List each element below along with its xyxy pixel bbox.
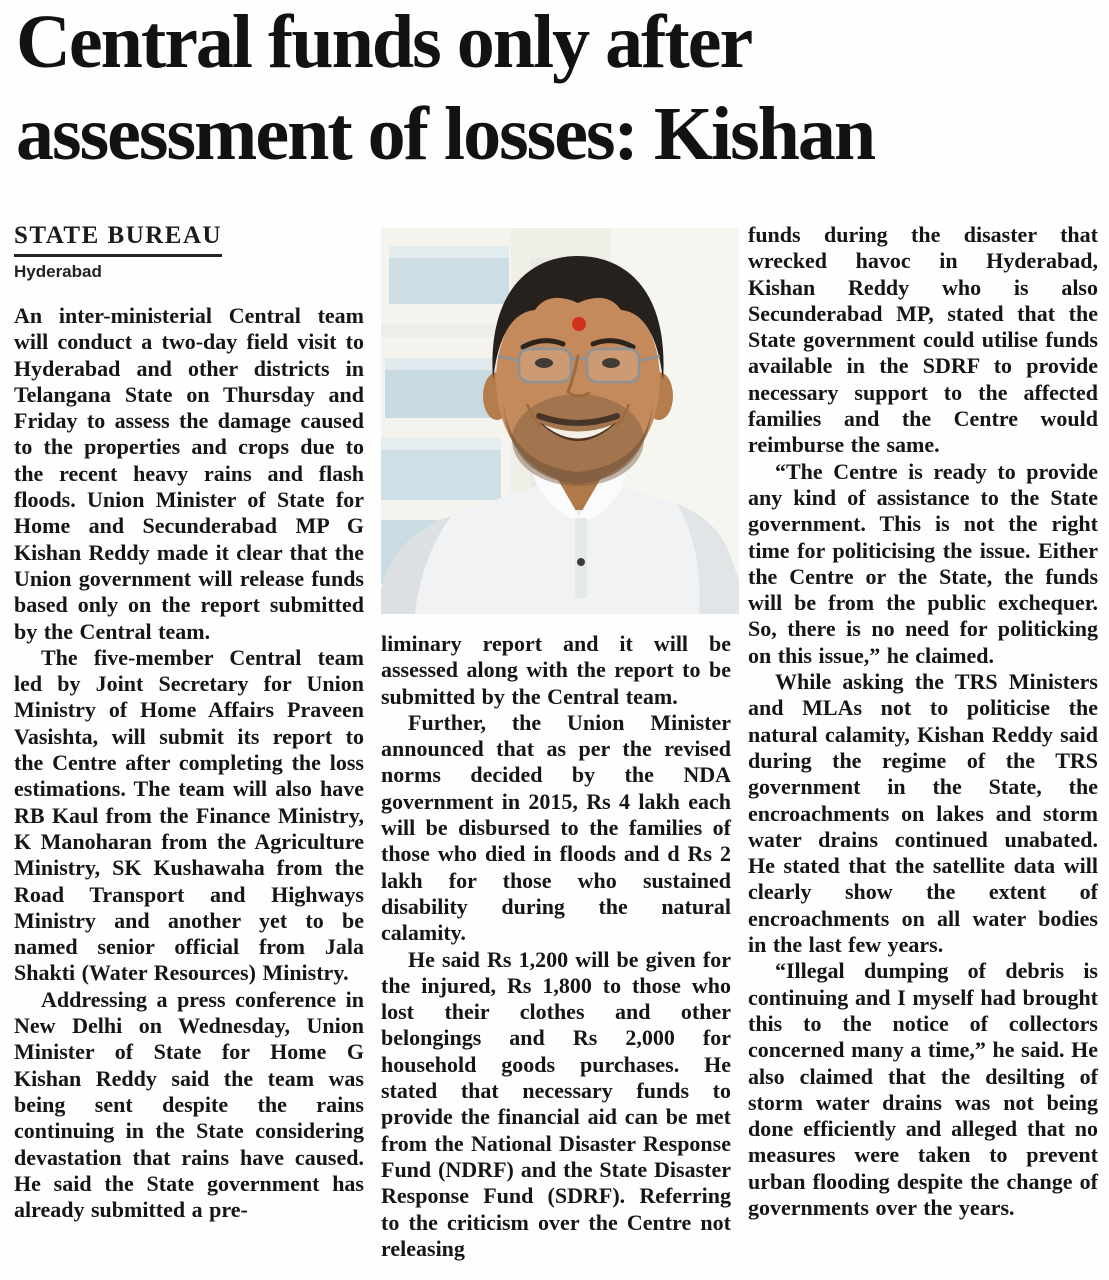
kurta-button xyxy=(577,558,585,566)
body-paragraph: Addressing a press conference in New Delhi on Wednesday, Union Minister of State for Home G Kishan Reddy said the team was being sent despite the rains continuing in the State considering devastation that rains have caused. He said the State government has already submitted a pre- xyxy=(14,986,364,1223)
article-body xyxy=(14,222,1096,1262)
column-2 xyxy=(381,222,731,1262)
headline-line-2: assessment of losses: Kishan xyxy=(16,92,875,176)
column-1 xyxy=(14,222,364,1262)
portrait-photo xyxy=(381,228,739,614)
column-3 xyxy=(748,222,1098,1262)
byline-dateline: Hyderabad xyxy=(14,262,102,281)
body-paragraph: “The Centre is ready to provide any kind of assistance to the State government. This is not the right time for politicising the issue. Either the Centre or the State, the funds will be from the public exchequer. So, there is no need for politicking on this issue,” he claimed. xyxy=(748,458,1098,668)
body-paragraph: “Illegal dumping of debris is continuing and I myself had brought this to the notice of collectors concerned many a time,” he said. He also claimed that the desilting of storm water drains was not being done efficiently and alleged that no measures were taken to prevent urban flooding despite the change of governments over the years. xyxy=(748,958,1098,1220)
byline-bureau: STATE BUREAU xyxy=(14,222,222,257)
body-paragraph: liminary report and it will be assessed along with the report to be submitted by the Central team. xyxy=(381,631,731,709)
body-paragraph: Further, the Union Minister announced that as per the revised norms decided by the NDA government in 2015, Rs 4 lakh each will be disbursed to the families of those who died in floods and d Rs 2 lakh for those who sustained disability during the natural calamity. xyxy=(381,709,731,946)
headline-line-1: Central funds only after xyxy=(16,0,752,84)
body-paragraph: While asking the TRS Ministers and MLAs not to politicise the natural calamity, Kishan Reddy said during the regime of the TRS government in the State, the encroachments on lakes and storm water drains continued unabated. He stated that the satellite data will clearly show the extent of encroachments on all water bodies in the last few years. xyxy=(748,669,1098,958)
bindi xyxy=(572,317,586,331)
portrait-photo-illustration xyxy=(381,228,739,614)
body-paragraph: funds during the disaster that wrecked havoc in Hyderabad, Kishan Reddy who is also Secunderabad MP, stated that the State government could utilise funds available in the SDRF to provide necessary support to the affected families and the Centre would reimburse the same. xyxy=(748,222,1098,458)
body-paragraph: He said Rs 1,200 will be given for the injured, Rs 1,800 to those who lost their clothes and other belongings and Rs 2,000 for household goods purchases. He stated that necessary funds to provide the financial aid can be met from the National Disaster Response Fund (NDRF) and the State Disaster Response Fund (SDRF). Referring to the criticism over the Centre not releasing xyxy=(381,946,731,1261)
article-headline xyxy=(16,0,1096,180)
body-paragraph: An inter-ministerial Central team will conduct a two-day field visit to Hyderabad and other districts in Telangana State on Thursday and Friday to assess the damage caused to the properties and crops due to the recent heavy rains and flash floods. Union Minister of State for Home and Secunderabad MP G Kishan Reddy made it clear that the Union government will release funds based only on the report submitted by the Central team. xyxy=(14,303,364,644)
byline xyxy=(14,222,364,282)
body-paragraph: The five-member Central team led by Joint Secretary for Union Ministry of Home Affairs Praveen Vasishta, will submit its report to the Centre after completing the loss estimations. The team will also have RB Kaul from the Finance Ministry, K Manoharan from the Agriculture Ministry, SK Kushawaha from the Road Transport and Highways Ministry and another yet to be named senior official from Jala Shakti (Water Resources) Ministry. xyxy=(14,644,364,986)
